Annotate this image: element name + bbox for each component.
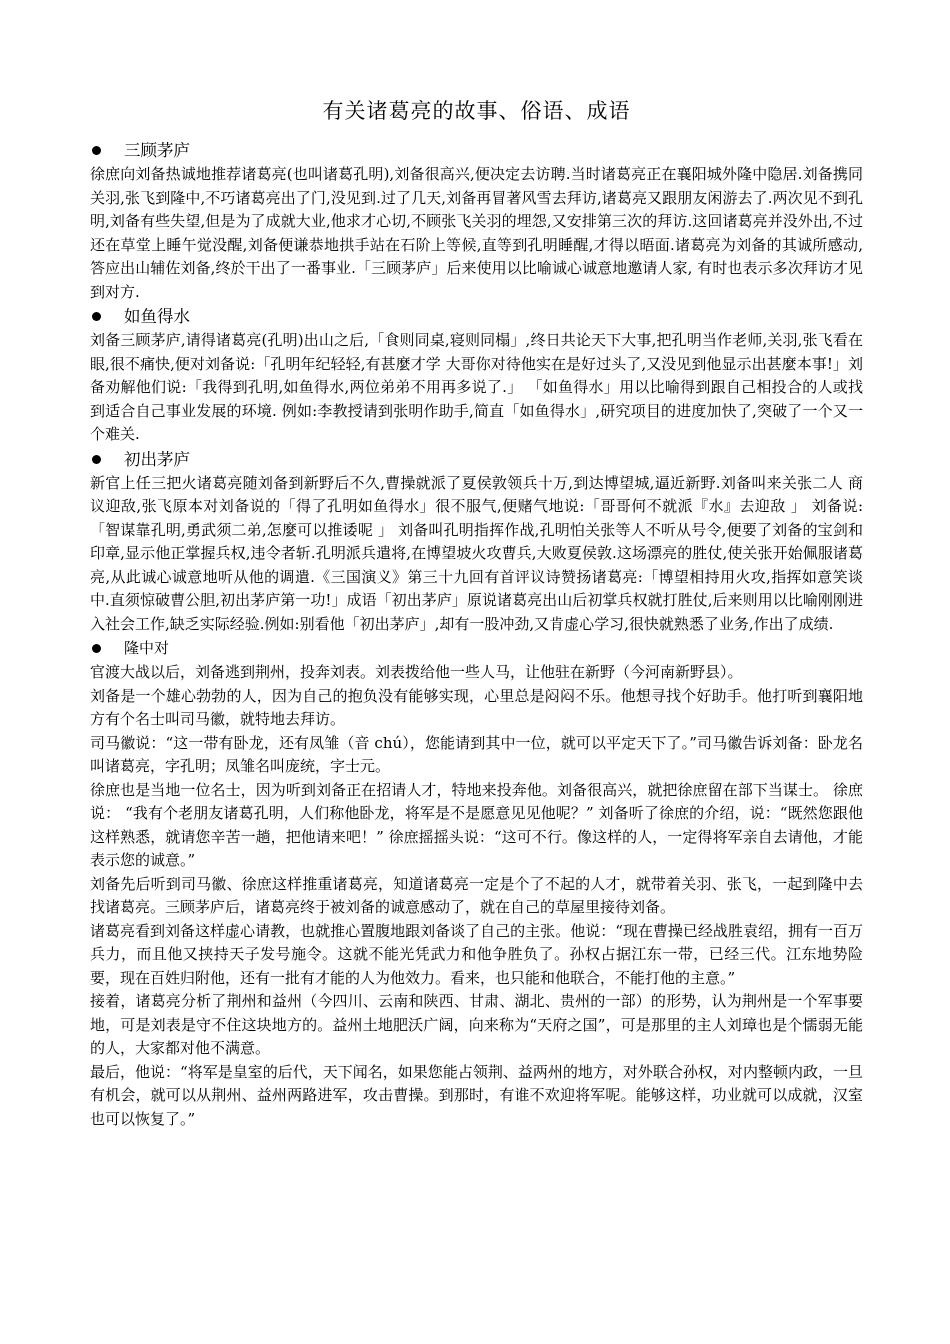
paragraph: 徐庶向刘备热诚地推荐诸葛亮(也叫诸葛孔明),刘备很高兴,便决定去访聘.当时诸葛亮正在襄阳城外隆中隐居.刘备携同关羽,张飞到隆中,不巧诸葛亮出了门,没见到.过了几天,刘备再冒著风雪去拜访,诸葛亮又跟朋友闲游去了.两次见不到孔明,刘备有些失望,但是为了成就大业,他求才心切,不顾张飞关羽的埋怨,又安排第三次的拜访.这回诸葛亮并没外出,不过还在草堂上睡午觉没醒,刘备便谦恭地拱手站在石阶上等候,直等到孔明睡醒,才得以晤面.诸葛亮为刘备的其诚所感动,答应出山辅佐刘备,终於干出了一番事业.「三顾茅庐」后来使用以比喻诚心诚意地邀请人家, 有时也表示多次拜访才见到对方.: [90, 165, 863, 301]
paragraph: 徐庶也是当地一位名士，因为听到刘备正在招请人才，特地来投奔他。刘备很高兴，就把徐庶留在部下当谋士。 徐庶说： “我有个老朋友诸葛孔明，人们称他卧龙，将军是不是愿意见见他呢？” 刘备听了徐庶的介绍，说：“既然您跟他这样熟悉，就请您辛苦一趟，把他请来吧！” 徐庶摇摇头说：“这可不行。像这样的人，一定得将军亲自去请他，才能表示您的诚意。”: [90, 780, 863, 869]
bullet-icon: [92, 312, 101, 321]
section-san-gu-mao-lu: [90, 138, 863, 304]
section-heading-text: 如鱼得水: [124, 307, 190, 326]
paragraph: 刘备是一个雄心勃勃的人，因为自己的抱负没有能够实现，心里总是闷闷不乐。他想寻找个好助手。他打听到襄阳地方有个名士叫司马徽，就特地去拜访。: [90, 686, 863, 728]
section-heading-text: 三顾茅庐: [124, 141, 190, 160]
document-title: 有关诸葛亮的故事、俗语、成语: [322, 99, 631, 123]
section-heading: [90, 636, 863, 661]
paragraph: 刘备三顾茅庐,请得诸葛亮(孔明)出山之后,「食则同桌,寝则同榻」,终日共论天下大事,把孔明当作老师,关羽,张飞看在眼,很不痛快,便对刘备说:「孔明年纪轻轻,有甚麼才学 大哥你对待他实在是好过头了,又没见到他显示出甚麼本事!」刘备劝解他们说:「我得到孔明,如鱼得水,两位弟弟不用再多说了.」 「如鱼得水」用以比喻得到跟自己相投合的人或找到适合自己事业发展的环境. 例如:李教授请到张明作助手,简直「如鱼得水」,研究项目的进度加快了,突破了一个又一个难关.: [90, 331, 863, 443]
bullet-icon: [92, 455, 101, 464]
section-ru-yu-de-shui: [90, 304, 863, 447]
section-heading-text: 隆中对: [124, 639, 170, 657]
bullet-icon: [92, 644, 101, 653]
paragraph: 接着，诸葛亮分析了荆州和益州（今四川、云南和陕西、甘肃、湖北、贵州的一部）的形势，认为荆州是一个军事要地，可是刘表是守不住这块地方的。益州土地肥沃广阔，向来称为“天府之国”，可是那里的主人刘璋也是个懦弱无能的人，大家都对他不满意。: [90, 992, 863, 1057]
bullet-icon: [92, 146, 101, 155]
section-heading: [90, 447, 863, 472]
section-heading: [90, 304, 863, 329]
paragraph: 司马徽说：“这一带有卧龙，还有凤雏（音 chú），您能请到其中一位，就可以平定天下了。”司马徽告诉刘备：卧龙名叫诸葛亮，字孔明；凤雏名叫庞统，字士元。: [90, 733, 863, 775]
paragraph: 刘备先后听到司马徽、徐庶这样推重诸葛亮，知道诸葛亮一定是个了不起的人才，就带着关羽、张飞，一起到隆中去找诸葛亮。三顾茅庐后，诸葛亮终于被刘备的诚意感动了，就在自己的草屋里接待刘备。: [90, 874, 863, 916]
section-heading-text: 初出茅庐: [124, 449, 190, 469]
paragraph: 最后，他说：“将军是皇室的后代，天下闻名，如果您能占领荆、益两州的地方，对外联合孙权，对内整顿内政，一旦有机会，就可以从荆州、益州两路进军，攻击曹操。到那时，有谁不欢迎将军呢。能够这样，功业就可以成就，汉室也可以恢复了。”: [90, 1062, 863, 1128]
paragraph: 诸葛亮看到刘备这样虚心请教，也就推心置腹地跟刘备谈了自己的主张。他说：“现在曹操已经战胜袁绍，拥有一百万兵力，而且他又挟持天子发号施令。这就不能光凭武力和他争胜负了。孙权占据江东一带，已经三代。江东地势险要，现在百姓归附他，还有一批有才能的人为他效力。看来，也只能和他联合，不能打他的主意。”: [90, 921, 863, 987]
section-heading: [90, 138, 863, 163]
paragraph: 新官上任三把火诸葛亮随刘备到新野后不久,曹操就派了夏侯敦领兵十万,到达博望城,逼近新野.刘备叫来关张二人 商议迎敌,张飞原本对刘备说的「得了孔明如鱼得水」很不服气,便赌气地说:「哥哥何不就派『水』去迎敌 」 刘备说:「智谋靠孔明,勇武须二弟,怎麼可以推诿呢 」 刘备叫孔明指挥作战,孔明怕关张等人不听从号令,便要了刘备的宝剑和印章,显示他正掌握兵权,违令者斩.孔明派兵遣将,在博望坡火攻曹兵,大败夏侯敦.这场漂亮的胜仗,使关张开始佩服诸葛亮,从此诚心诚意地听从他的调遣.《三国演义》第三十九回有首评议诗赞扬诸葛亮:「博望相持用火攻,指挥如意笑谈中.直须惊破曹公胆,初出茅庐第一功!」成语「初出茅庐」原说诸葛亮出山后初掌兵权就打胜仗,后来则用以比喻刚刚进入社会工作,缺乏实际经验.例如:别看他「初出茅庐」,却有一股冲劲,又肯虚心学习,很快就熟悉了业务,作出了成绩.: [90, 473, 863, 633]
section-long-zhong-dui: [90, 636, 863, 1131]
paragraph: 官渡大战以后，刘备逃到荆州，投奔刘表。刘表拨给他一些人马，让他驻在新野（今河南新野县）。: [90, 663, 743, 681]
section-chu-chu-mao-lu: [90, 447, 863, 637]
